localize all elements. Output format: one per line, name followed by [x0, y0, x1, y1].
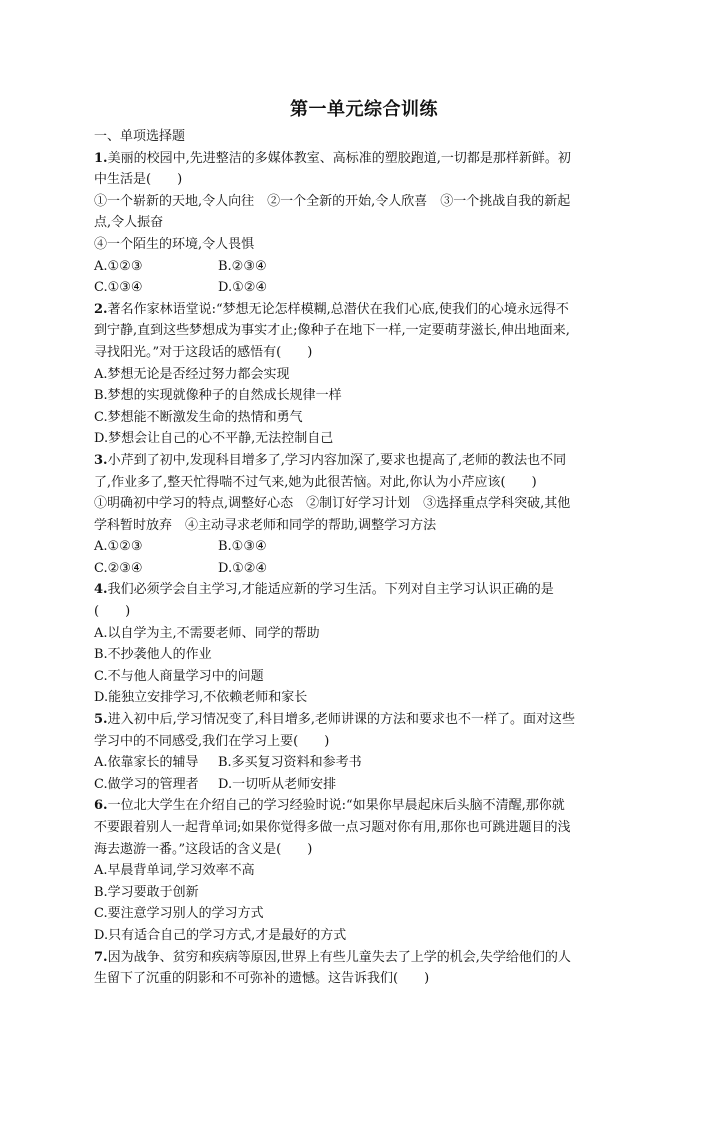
question-stem-line: 学习中的不同感受,我们在学习上要( ) — [94, 733, 330, 749]
question-stem-line: 不要跟着别人一起背单词;如果你觉得多做一点习题对你有用,那你也可跳进题目的浅 — [94, 820, 571, 835]
question-stem-line: 我们必须学会自主学习,才能适应新的学习生活。下列对自主学习认识正确的是 — [107, 582, 554, 598]
option-a: A.①②③ — [94, 539, 143, 555]
question-number: 1. — [94, 150, 108, 166]
question-stem-line: 因为战争、贫穷和疾病等原因,世界上有些儿童失去了上学的机会,失学给他们的人 — [107, 949, 571, 965]
option-a: A.①②③ — [94, 258, 143, 274]
option-b: B.②③④ — [218, 258, 267, 274]
option-row — [94, 752, 634, 774]
question-number: 7. — [94, 949, 108, 965]
option-row — [94, 558, 634, 580]
option-c: C.①③④ — [94, 280, 143, 296]
statement-line: ④一个陌生的环境,令人畏惧 — [94, 236, 255, 252]
option-d: D.只有适合自己的学习方式,才是最好的方式 — [94, 927, 347, 943]
option-c: C.②③④ — [94, 560, 143, 576]
question-stem-line: 中生活是( ) — [94, 172, 183, 188]
question-stem-line: ( ) — [94, 604, 131, 620]
question-stem-line: 了,作业多了,整天忙得喘不过气来,她为此很苦恼。对此,你认为小芹应该( ) — [94, 474, 537, 490]
option-a: A.梦想无论是否经过努力都会实现 — [94, 366, 290, 382]
question-stem-line: 寻找阳光。”对于这段话的感悟有( ) — [94, 344, 313, 360]
question-number: 2. — [94, 301, 108, 317]
document-page — [94, 98, 634, 990]
question-stem-line: 生留下了沉重的阴影和不可弥补的遗憾。这告诉我们( ) — [94, 971, 430, 987]
option-a: A.早晨背单词,学习效率不高 — [94, 863, 255, 879]
option-a: A.依靠家长的辅导 — [94, 755, 199, 771]
question-3 — [94, 450, 634, 580]
question-stem-line: 一位北大学生在介绍自己的学习经验时说:“如果你早晨起床后头脑不清醒,那你就 — [107, 798, 565, 814]
question-stem-line: 著名作家林语堂说:“梦想无论怎样模糊,总潜伏在我们心底,使我们的心境永远得不 — [107, 301, 569, 317]
question-stem-line: 小芹到了初中,发现科目增多了,学习内容加深了,要求也提高了,老师的教法也不同 — [107, 452, 567, 468]
option-c: C.梦想能不断激发生命的热情和勇气 — [94, 409, 303, 425]
page-title: 第一单元综合训练 — [290, 99, 438, 120]
option-row — [94, 536, 634, 558]
option-d: D.能独立安排学习,不依赖老师和家长 — [94, 690, 308, 706]
statement-line: 点,令人振奋 — [94, 215, 164, 231]
option-b: B.学习要敢于创新 — [94, 884, 199, 900]
question-number: 4. — [94, 582, 108, 598]
statement-line: ①一个崭新的天地,令人向往 ②一个全新的开始,令人欣喜 ③一个挑战自我的新起 — [94, 193, 571, 209]
question-1 — [94, 148, 634, 299]
question-2 — [94, 299, 634, 450]
option-b: B.不抄袭他人的作业 — [94, 647, 212, 663]
option-c: C.做学习的管理者 — [94, 776, 199, 792]
question-7 — [94, 947, 634, 990]
option-d: D.①②④ — [218, 280, 268, 296]
option-b: B.梦想的实现就像种子的自然成长规律一样 — [94, 388, 342, 404]
question-4 — [94, 579, 634, 709]
option-d: D.梦想会让自己的心不平静,无法控制自己 — [94, 431, 334, 447]
option-d: D.一切听从老师安排 — [218, 776, 337, 792]
question-stem-line: 进入初中后,学习情况变了,科目增多,老师讲课的方法和要求也不一样了。面对这些 — [107, 712, 575, 728]
option-d: D.①②④ — [218, 560, 268, 576]
question-6 — [94, 795, 634, 946]
option-c: C.要注意学习别人的学习方式 — [94, 906, 264, 922]
question-number: 5. — [94, 712, 108, 728]
option-row — [94, 277, 634, 299]
question-stem-line: 美丽的校园中,先进整洁的多媒体教室、高标准的塑胶跑道,一切都是那样新鲜。初 — [107, 150, 571, 166]
question-stem-line: 海去遨游一番。”这段话的含义是( ) — [94, 841, 313, 857]
option-row — [94, 774, 634, 796]
question-number: 3. — [94, 452, 108, 468]
statement-line: ①明确初中学习的特点,调整好心态 ②制订好学习计划 ③选择重点学科突破,其他 — [94, 496, 571, 512]
section-heading: 一、单项选择题 — [94, 129, 186, 144]
question-number: 6. — [94, 798, 108, 814]
statement-line: 学科暂时放弃 ④主动寻求老师和同学的帮助,调整学习方法 — [94, 517, 437, 533]
option-b: B.①③④ — [218, 539, 267, 555]
question-stem-line: 到宁静,直到这些梦想成为事实才止;像种子在地下一样,一定要萌芽滋长,伸出地面来, — [94, 323, 570, 339]
question-5 — [94, 709, 634, 795]
option-b: B.多买复习资料和参考书 — [218, 755, 362, 771]
option-row — [94, 256, 634, 278]
option-a: A.以自学为主,不需要老师、同学的帮助 — [94, 625, 320, 641]
option-c: C.不与他人商量学习中的问题 — [94, 668, 264, 684]
